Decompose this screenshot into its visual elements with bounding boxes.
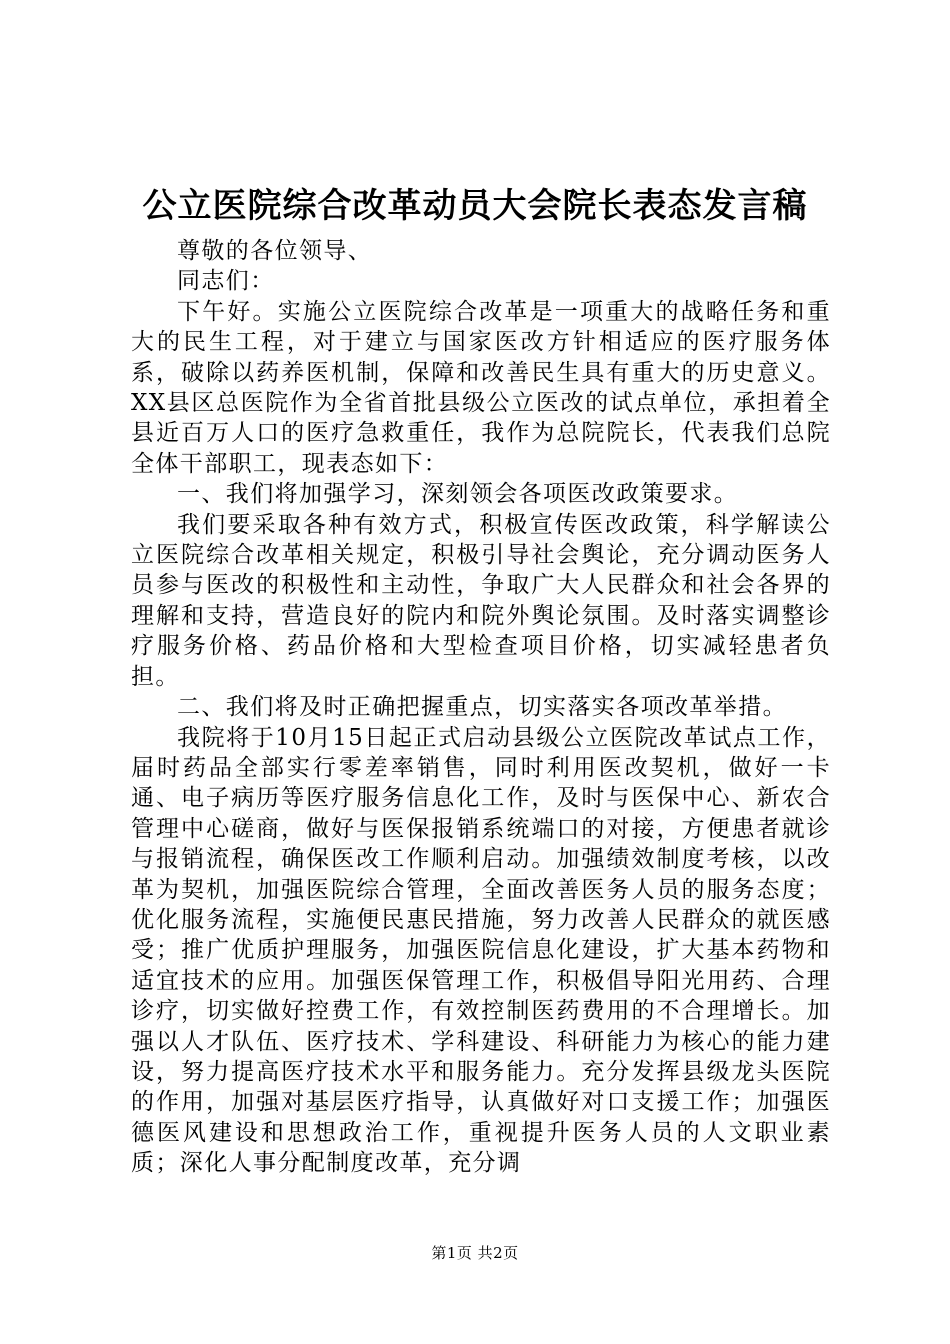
paragraph-intro: 下午好。实施公立医院综合改革是一项重大的战略任务和重大的民生工程，对于建立与国家医改方针相适应的医疗服务体系，破除以药养医机制，保障和改善民生具有重大的历史意义。XX县区总医院作为全省首批县级公立医改的试点单位，承担着全县近百万人口的医疗急救重任，我作为总院院长，代表我们总院全体干部职工，现表态如下： xyxy=(131,298,831,477)
page-footer: 第1页 共2页 xyxy=(431,1244,519,1262)
paragraph-section-2: 我院将于10月15日起正式启动县级公立医院改革试点工作，届时药品全部实行零差率销售，同时利用医改契机，做好一卡通、电子病历等医疗服务信息化工作，及时与医保中心、新农合管理中心磋商，做好与医保报销系统端口的对接，方便患者就诊与报销流程，确保医改工作顺利启动。加强绩效制度考核，以改革为契机，加强医院综合管理，全面改善医务人员的服务态度；优化服务流程，实施便民惠民措施，努力改善人民群众的就医感受；推广优质护理服务，加强医院信息化建设，扩大基本药物和适宜技术的应用。加强医保管理工作，积极倡导阳光用药、合理诊疗，切实做好控费工作，有效控制医药费用的不合理增长。加强以人才队伍、医疗技术、学科建设、科研能力为核心的能力建设，努力提高医疗技术水平和服务能力。充分发挥县级龙头医院的作用，加强对基层医疗指导，认真做好对口支援工作；加强医德医风建设和思想政治工作，重视提升医务人员的人文职业素质；深化人事分配制度改革，充分调 xyxy=(131,724,831,1177)
document-body xyxy=(131,236,831,1179)
salutation-line-1: 尊敬的各位领导、 xyxy=(177,238,373,264)
section-heading-1: 一、我们将加强学习，深刻领会各项医改政策要求。 xyxy=(177,481,739,508)
paragraph-section-1: 我们要采取各种有效方式，积极宣传医改政策，科学解读公立医院综合改革相关规定，积极引导社会舆论，充分调动医务人员参与医改的积极性和主动性，争取广大人民群众和社会各界的理解和支持，营造良好的院内和院外舆论氛围。及时落实调整诊疗服务价格、药品价格和大型检查项目价格，切实减轻患者负担。 xyxy=(131,511,831,690)
section-heading-2: 二、我们将及时正确把握重点，切实落实各项改革举措。 xyxy=(177,694,787,721)
document-title: 公立医院综合改革动员大会院长表态发言稿 xyxy=(142,186,808,226)
salutation-line-2: 同志们： xyxy=(177,268,275,295)
